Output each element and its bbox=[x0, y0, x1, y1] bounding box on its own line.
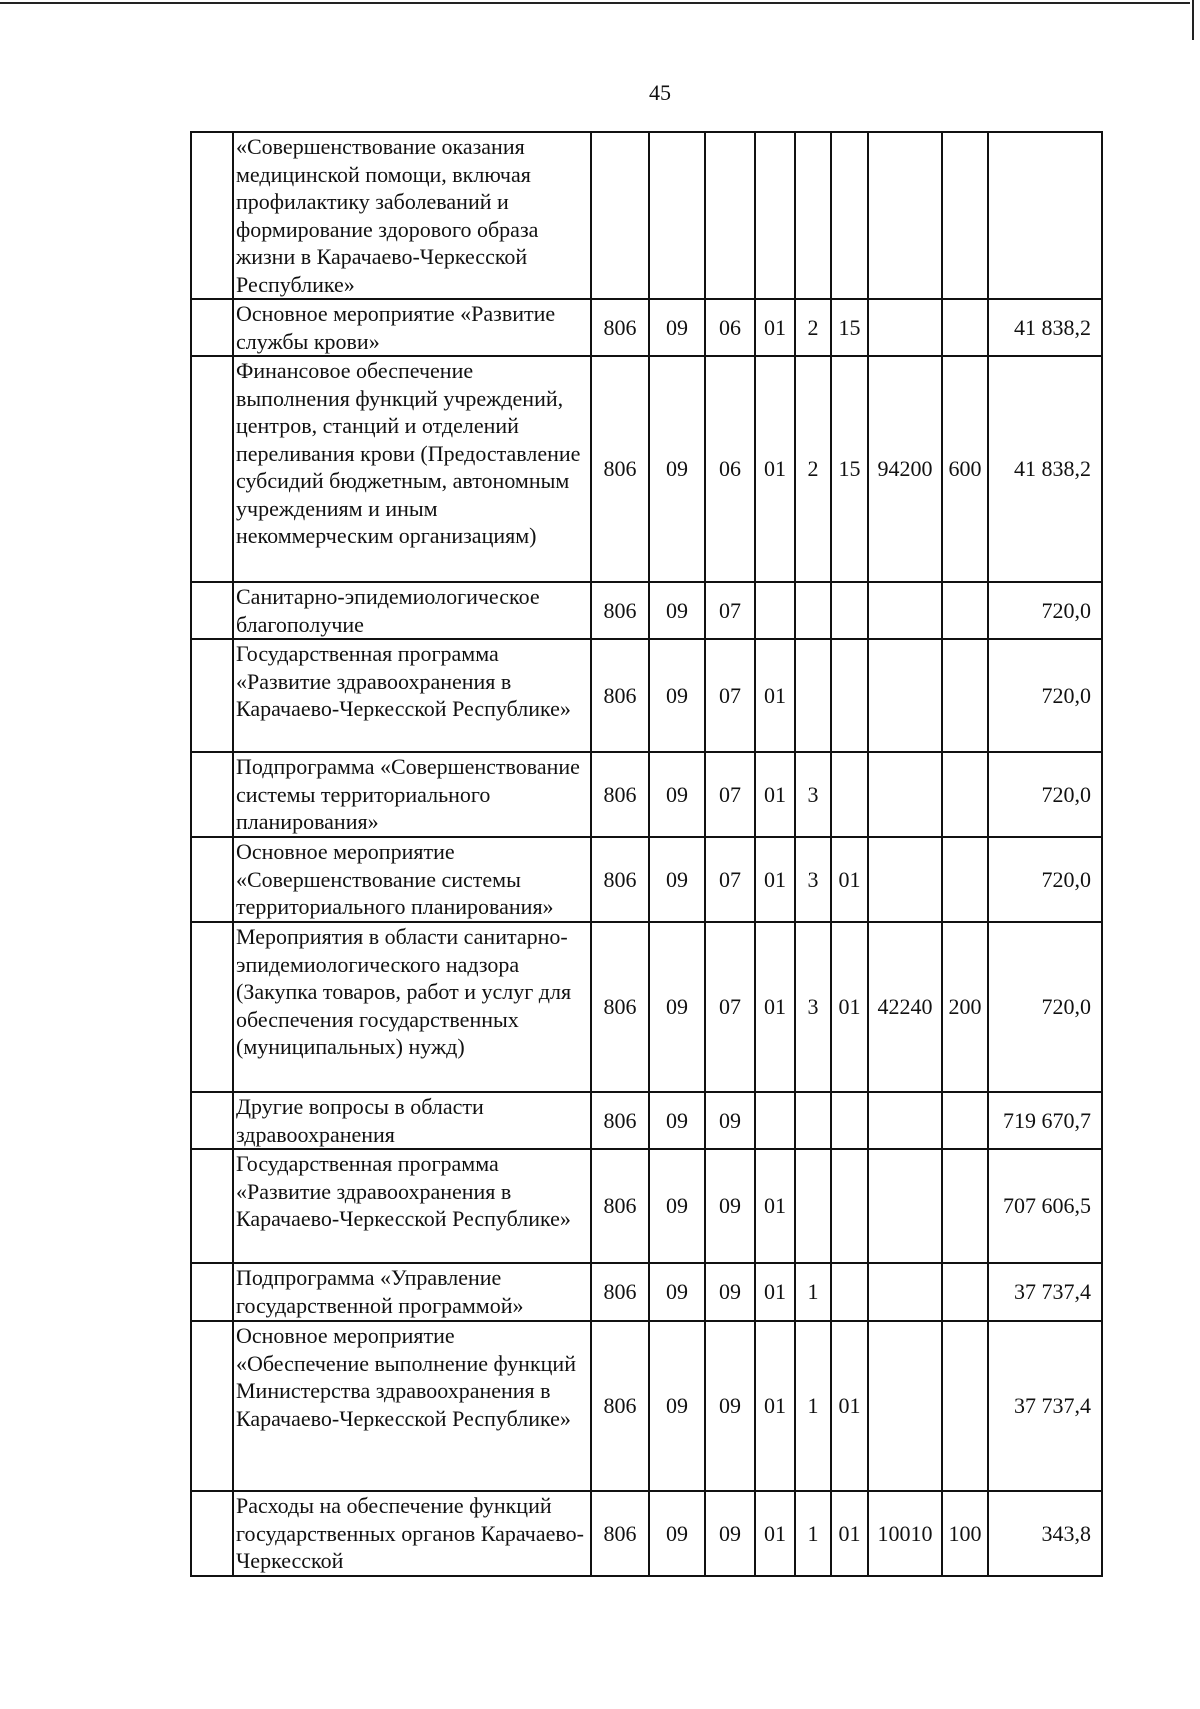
subprogram-code: 3 bbox=[795, 752, 831, 837]
row-number-cell bbox=[191, 1092, 233, 1149]
ministry-code: 806 bbox=[591, 1321, 649, 1491]
expense-type-code bbox=[942, 1092, 988, 1149]
program-code: 01 bbox=[755, 1263, 795, 1321]
expense-type-code bbox=[942, 1263, 988, 1321]
ministry-code: 806 bbox=[591, 639, 649, 752]
ministry-code: 806 bbox=[591, 922, 649, 1092]
direction-code bbox=[868, 582, 942, 639]
table-row bbox=[191, 299, 1102, 356]
program-code: 01 bbox=[755, 922, 795, 1092]
table-row bbox=[191, 752, 1102, 837]
row-number-cell bbox=[191, 1321, 233, 1491]
ministry-code: 806 bbox=[591, 582, 649, 639]
amount: 720,0 bbox=[988, 639, 1102, 752]
table-row bbox=[191, 1263, 1102, 1321]
subprogram-code bbox=[795, 582, 831, 639]
row-name: Подпрограмма «Совершенствование системы территориального планирования» bbox=[233, 752, 591, 837]
program-code bbox=[755, 1092, 795, 1149]
ministry-code: 806 bbox=[591, 752, 649, 837]
program-code: 01 bbox=[755, 752, 795, 837]
subprogram-code bbox=[795, 1092, 831, 1149]
subprogram-code: 3 bbox=[795, 837, 831, 922]
row-name: «Совершенствование оказания медицинской помощи, включая профилактику заболеваний и формирование здорового образа жизни в Карачаево-Черкесской Республике» bbox=[233, 132, 591, 299]
row-name: Подпрограмма «Управление государственной программой» bbox=[233, 1263, 591, 1321]
section-code: 09 bbox=[649, 639, 705, 752]
measure-code: 15 bbox=[831, 299, 868, 356]
section-code: 09 bbox=[649, 922, 705, 1092]
table-row bbox=[191, 1321, 1102, 1491]
section-code: 09 bbox=[649, 582, 705, 639]
row-name: Государственная программа «Развитие здравоохранения в Карачаево-Черкесской Республике» bbox=[233, 639, 591, 752]
row-number-cell bbox=[191, 1149, 233, 1263]
row-name: Санитарно-эпидемиологическое благополучие bbox=[233, 582, 591, 639]
program-code: 01 bbox=[755, 299, 795, 356]
amount: 41 838,2 bbox=[988, 356, 1102, 582]
subsection-code: 09 bbox=[705, 1149, 755, 1263]
table-row bbox=[191, 922, 1102, 1092]
measure-code: 01 bbox=[831, 1491, 868, 1576]
section-code: 09 bbox=[649, 1263, 705, 1321]
table-row bbox=[191, 356, 1102, 582]
row-number-cell bbox=[191, 1491, 233, 1576]
direction-code bbox=[868, 299, 942, 356]
row-number-cell bbox=[191, 582, 233, 639]
measure-code bbox=[831, 639, 868, 752]
amount bbox=[988, 132, 1102, 299]
program-code: 01 bbox=[755, 1321, 795, 1491]
program-code bbox=[755, 582, 795, 639]
ministry-code: 806 bbox=[591, 837, 649, 922]
subprogram-code: 1 bbox=[795, 1263, 831, 1321]
section-code: 09 bbox=[649, 299, 705, 356]
table-row bbox=[191, 132, 1102, 299]
direction-code bbox=[868, 1321, 942, 1491]
subsection-code: 09 bbox=[705, 1321, 755, 1491]
row-number-cell bbox=[191, 922, 233, 1092]
subprogram-code: 1 bbox=[795, 1491, 831, 1576]
row-name: Государственная программа «Развитие здравоохранения в Карачаево-Черкесской Республике» bbox=[233, 1149, 591, 1263]
measure-code: 15 bbox=[831, 356, 868, 582]
ministry-code bbox=[591, 132, 649, 299]
subsection-code: 07 bbox=[705, 922, 755, 1092]
ministry-code: 806 bbox=[591, 1092, 649, 1149]
ministry-code: 806 bbox=[591, 356, 649, 582]
section-code: 09 bbox=[649, 1491, 705, 1576]
section-code: 09 bbox=[649, 837, 705, 922]
amount: 720,0 bbox=[988, 837, 1102, 922]
right-border-line bbox=[1192, 0, 1194, 40]
ministry-code: 806 bbox=[591, 1263, 649, 1321]
ministry-code: 806 bbox=[591, 299, 649, 356]
subprogram-code bbox=[795, 1149, 831, 1263]
program-code bbox=[755, 132, 795, 299]
subsection-code: 06 bbox=[705, 299, 755, 356]
top-border-line bbox=[0, 2, 1190, 4]
row-name: Основное мероприятие «Обеспечение выполнение функций Министерства здравоохранения в Карачаево-Черкесской Республике» bbox=[233, 1321, 591, 1491]
expense-type-code bbox=[942, 132, 988, 299]
subsection-code: 09 bbox=[705, 1092, 755, 1149]
expense-type-code: 600 bbox=[942, 356, 988, 582]
expense-type-code bbox=[942, 837, 988, 922]
row-name: Расходы на обеспечение функций государственных органов Карачаево-Черкесской bbox=[233, 1491, 591, 1576]
direction-code bbox=[868, 639, 942, 752]
subprogram-code: 2 bbox=[795, 356, 831, 582]
row-number-cell bbox=[191, 132, 233, 299]
subprogram-code: 3 bbox=[795, 922, 831, 1092]
row-name: Другие вопросы в области здравоохранения bbox=[233, 1092, 591, 1149]
amount: 719 670,7 bbox=[988, 1092, 1102, 1149]
program-code: 01 bbox=[755, 837, 795, 922]
expense-type-code bbox=[942, 1149, 988, 1263]
table-row bbox=[191, 1491, 1102, 1576]
measure-code: 01 bbox=[831, 837, 868, 922]
measure-code bbox=[831, 1149, 868, 1263]
amount: 720,0 bbox=[988, 582, 1102, 639]
direction-code bbox=[868, 1092, 942, 1149]
section-code: 09 bbox=[649, 1092, 705, 1149]
subprogram-code: 1 bbox=[795, 1321, 831, 1491]
table-row bbox=[191, 1149, 1102, 1263]
page-number: 45 bbox=[649, 80, 671, 105]
measure-code bbox=[831, 582, 868, 639]
table-row bbox=[191, 1092, 1102, 1149]
subsection-code: 09 bbox=[705, 1491, 755, 1576]
row-number-cell bbox=[191, 837, 233, 922]
section-code bbox=[649, 132, 705, 299]
expense-type-code: 100 bbox=[942, 1491, 988, 1576]
direction-code: 10010 bbox=[868, 1491, 942, 1576]
row-number-cell bbox=[191, 639, 233, 752]
amount: 343,8 bbox=[988, 1491, 1102, 1576]
ministry-code: 806 bbox=[591, 1149, 649, 1263]
row-name: Финансовое обеспечение выполнения функций учреждений, центров, станций и отделений переливания крови (Предоставление субсидий бюджетным, автономным учреждениям и иным некоммерческим организациям) bbox=[233, 356, 591, 582]
program-code: 01 bbox=[755, 639, 795, 752]
subsection-code bbox=[705, 132, 755, 299]
direction-code bbox=[868, 837, 942, 922]
subsection-code: 07 bbox=[705, 752, 755, 837]
row-name: Мероприятия в области санитарно-эпидемиологического надзора (Закупка товаров, работ и услуг для обеспечения государственных (муниципальных) нужд) bbox=[233, 922, 591, 1092]
row-number-cell bbox=[191, 1263, 233, 1321]
section-code: 09 bbox=[649, 356, 705, 582]
measure-code bbox=[831, 132, 868, 299]
measure-code bbox=[831, 1092, 868, 1149]
measure-code bbox=[831, 752, 868, 837]
direction-code bbox=[868, 132, 942, 299]
measure-code: 01 bbox=[831, 1321, 868, 1491]
section-code: 09 bbox=[649, 1149, 705, 1263]
measure-code: 01 bbox=[831, 922, 868, 1092]
subprogram-code bbox=[795, 639, 831, 752]
row-name: Основное мероприятие «Совершенствование системы территориального планирования» bbox=[233, 837, 591, 922]
expense-type-code bbox=[942, 1321, 988, 1491]
row-number-cell bbox=[191, 299, 233, 356]
budget-table bbox=[190, 131, 1103, 1577]
table-row bbox=[191, 639, 1102, 752]
subsection-code: 07 bbox=[705, 837, 755, 922]
program-code: 01 bbox=[755, 1149, 795, 1263]
row-number-cell bbox=[191, 356, 233, 582]
amount: 720,0 bbox=[988, 752, 1102, 837]
row-name: Основное мероприятие «Развитие службы крови» bbox=[233, 299, 591, 356]
row-number-cell bbox=[191, 752, 233, 837]
subprogram-code bbox=[795, 132, 831, 299]
table-row bbox=[191, 837, 1102, 922]
amount: 41 838,2 bbox=[988, 299, 1102, 356]
subsection-code: 07 bbox=[705, 582, 755, 639]
direction-code bbox=[868, 1263, 942, 1321]
subsection-code: 06 bbox=[705, 356, 755, 582]
direction-code: 42240 bbox=[868, 922, 942, 1092]
expense-type-code: 200 bbox=[942, 922, 988, 1092]
program-code: 01 bbox=[755, 1491, 795, 1576]
expense-type-code bbox=[942, 752, 988, 837]
amount: 720,0 bbox=[988, 922, 1102, 1092]
expense-type-code bbox=[942, 639, 988, 752]
direction-code bbox=[868, 1149, 942, 1263]
expense-type-code bbox=[942, 582, 988, 639]
program-code: 01 bbox=[755, 356, 795, 582]
expense-type-code bbox=[942, 299, 988, 356]
subsection-code: 07 bbox=[705, 639, 755, 752]
amount: 37 737,4 bbox=[988, 1263, 1102, 1321]
amount: 37 737,4 bbox=[988, 1321, 1102, 1491]
direction-code bbox=[868, 752, 942, 837]
section-code: 09 bbox=[649, 1321, 705, 1491]
ministry-code: 806 bbox=[591, 1491, 649, 1576]
direction-code: 94200 bbox=[868, 356, 942, 582]
table-row bbox=[191, 582, 1102, 639]
subsection-code: 09 bbox=[705, 1263, 755, 1321]
amount: 707 606,5 bbox=[988, 1149, 1102, 1263]
section-code: 09 bbox=[649, 752, 705, 837]
subprogram-code: 2 bbox=[795, 299, 831, 356]
measure-code bbox=[831, 1263, 868, 1321]
